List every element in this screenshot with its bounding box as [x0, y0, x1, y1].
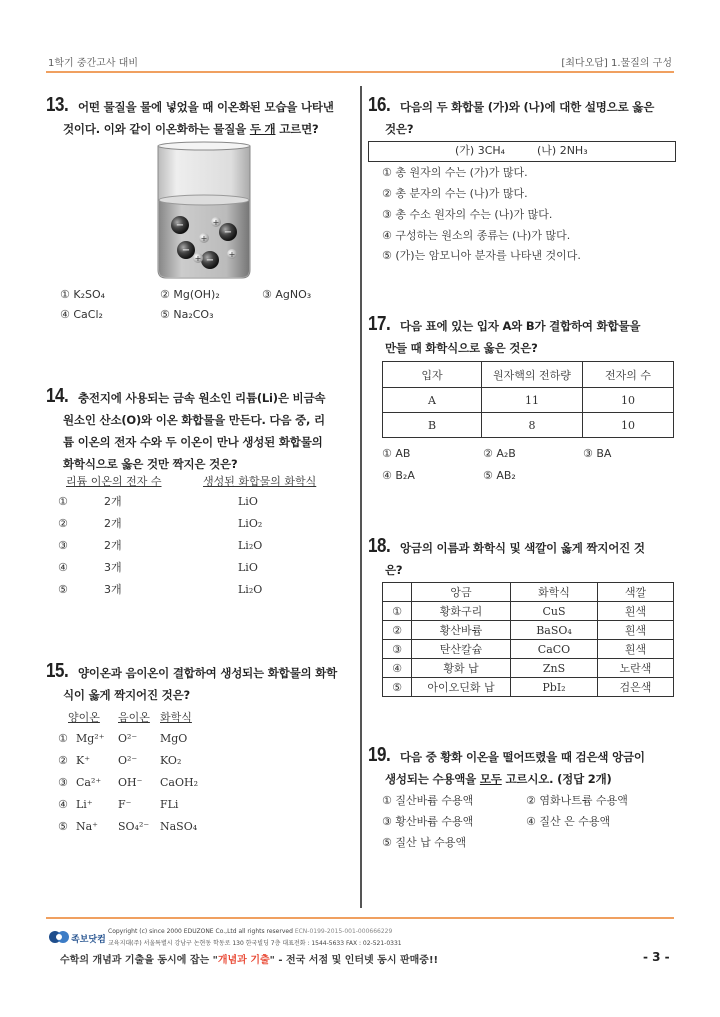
q18-cell: 흰색 [598, 602, 674, 621]
q18-cell: CaCO [511, 640, 598, 659]
q18-cell: ⑤ [383, 678, 412, 697]
q18-cell: ① [383, 602, 412, 621]
q15-option-4[interactable]: ④ Li⁺ F⁻ FLi [58, 798, 179, 811]
footer-slogan: 수학의 개념과 기출을 동시에 잡는 "개념과 기출" - 전국 서점 및 인터넷 동시 판매중!! [60, 955, 439, 966]
q16-line2: 것은? [385, 122, 414, 136]
q16-option-3[interactable]: ③ 총 수소 원자의 수는 (나)가 많다. [382, 208, 553, 221]
q13-number: 13. [46, 94, 69, 116]
q18-cell: 황산바륨 [412, 621, 511, 640]
q15-option-5[interactable]: ⑤ Na⁺ SO₄²⁻ NaSO₄ [58, 820, 198, 833]
q17-cell: B [383, 413, 482, 438]
q15-option-2[interactable]: ② K⁺ O²⁻ KO₂ [58, 754, 182, 767]
q17-option-5[interactable]: ⑤ AB₂ [483, 469, 516, 482]
q19-number: 19. [368, 744, 391, 766]
q17-line1: 다음 표에 있는 입자 A와 B가 결합하여 화합물을 [400, 319, 641, 333]
q18-cell: 황화구리 [412, 602, 511, 621]
q18-cell: PbI₂ [511, 678, 598, 697]
q19-line2: 생성되는 수용액을 모두 고르시오. (정답 2개) [385, 772, 612, 786]
q13-line2: 것이다. 이와 같이 이온화하는 물질을 두 개 고르면? [63, 122, 319, 136]
q19-option-1[interactable]: ① 질산바륨 수용액 [382, 794, 474, 807]
q13-option-3[interactable]: ③ AgNO₃ [262, 288, 312, 301]
footer-copyright: Copyright (c) since 2000 EDUZONE Co.,Ltd all rights reserved ECN-0199-2015-001-000666229 [108, 928, 393, 935]
q18-cell: 흰색 [598, 621, 674, 640]
q18-option-3[interactable] [383, 640, 674, 659]
q16-compound-b: (나) 2NH₃ [537, 144, 588, 157]
q17-cell: 8 [482, 413, 583, 438]
q14-option-3[interactable]: ③ 2개 Li₂O [58, 539, 263, 552]
q13-line1: 어떤 물질을 물에 넣었을 때 이온화된 모습을 나타낸 [78, 100, 334, 114]
q19-option-5[interactable]: ⑤ 질산 납 수용액 [382, 836, 467, 849]
q17-option-1[interactable]: ① AB [382, 447, 411, 460]
q18-cell: 노란색 [598, 659, 674, 678]
q18-cell: BaSO₄ [511, 621, 598, 640]
svg-text:+: + [194, 254, 202, 263]
svg-text:−: − [181, 245, 191, 256]
q17-header-electrons: 전자의 수 [583, 362, 674, 388]
q14-option-2[interactable]: ② 2개 LiO₂ [58, 517, 263, 530]
q18-cell: ④ [383, 659, 412, 678]
q14-col-header-electrons: 리튬 이온의 전자 수 [66, 475, 162, 488]
q17-cell: 11 [482, 388, 583, 413]
svg-text:+: + [200, 234, 208, 243]
q18-number: 18. [368, 535, 391, 557]
q15-col-header-cation: 양이온 [68, 711, 100, 724]
publisher-logo-icon [48, 927, 70, 947]
q14-line1: 충전지에 사용되는 금속 원소인 리튬(Li)은 비금속 [78, 391, 326, 405]
header-right: [최다오답] 1.물질의 구성 [561, 58, 672, 69]
footer-rule [46, 917, 674, 919]
q15-option-1[interactable]: ① Mg²⁺ O²⁻ MgO [58, 732, 188, 745]
q17-cell: A [383, 388, 482, 413]
q17-header-charge: 원자핵의 전하량 [482, 362, 583, 388]
q18-header-formula: 화학식 [511, 583, 598, 602]
q13-option-1[interactable]: ① K₂SO₄ [60, 288, 106, 301]
q15-number: 15. [46, 660, 69, 682]
q19-option-3[interactable]: ③ 황산바륨 수용액 [382, 815, 474, 828]
q16-option-5[interactable]: ⑤ (가)는 암모니아 분자를 나타낸 것이다. [382, 249, 581, 262]
q19-line1: 다음 중 황화 이온을 떨어뜨렸을 때 검은색 앙금이 [400, 750, 645, 764]
q15-option-3[interactable]: ③ Ca²⁺ OH⁻ CaOH₂ [58, 776, 198, 789]
q15-line2: 식이 옳게 짝지어진 것은? [63, 688, 190, 702]
q18-cell: CuS [511, 602, 598, 621]
header-left: 1학기 중간고사 대비 [48, 58, 138, 69]
q18-cell: 검은색 [598, 678, 674, 697]
q13-option-5[interactable]: ⑤ Na₂CO₃ [160, 308, 214, 321]
q16-option-4[interactable]: ④ 구성하는 원소의 종류는 (나)가 많다. [382, 229, 571, 242]
q18-cell: ② [383, 621, 412, 640]
q18-table [382, 582, 674, 697]
svg-text:−: − [223, 227, 233, 238]
q16-line1: 다음의 두 화합물 (가)와 (나)에 대한 설명으로 옳은 [400, 100, 655, 114]
q14-line2: 원소인 산소(O)와 이온 화합물을 만든다. 다음 중, 리 [63, 413, 325, 427]
q18-header-num [383, 583, 412, 602]
q16-compound-a: (가) 3CH₄ [455, 144, 506, 157]
q18-cell: 탄산칼슘 [412, 640, 511, 659]
q18-line2: 은? [385, 563, 403, 577]
q18-option-5[interactable] [383, 678, 674, 697]
q18-cell: 아이오딘화 납 [412, 678, 511, 697]
q16-compound-box [368, 141, 676, 162]
q14-option-5[interactable]: ⑤ 3개 Li₂O [58, 583, 263, 596]
q17-number: 17. [368, 313, 391, 335]
q16-number: 16. [368, 94, 391, 116]
q19-option-2[interactable]: ② 염화나트륨 수용액 [526, 794, 628, 807]
q18-cell: ③ [383, 640, 412, 659]
q18-cell: ZnS [511, 659, 598, 678]
q16-option-1[interactable]: ① 총 원자의 수는 (가)가 많다. [382, 166, 528, 179]
footer-address: 교육지대(주) 서울특별시 강남구 논현동 학동로 130 한국빌딩 7층 대표전화 : 1544-5633 FAX : 02-521-0331 [108, 940, 402, 947]
q15-col-header-formula: 화학식 [160, 711, 192, 724]
q14-option-1[interactable]: ① 2개 LiO [58, 495, 258, 508]
q17-cell: 10 [583, 388, 674, 413]
q14-col-header-formula: 생성된 화합물의 화학식 [203, 475, 317, 488]
beaker-ions-image [150, 140, 260, 282]
q18-line1: 앙금의 이름과 화학식 및 색깔이 옳게 짝지어진 것 [400, 541, 645, 555]
q15-col-header-anion: 음이온 [118, 711, 150, 724]
q18-header-precipitate: 앙금 [412, 583, 511, 602]
q14-line3: 튬 이온의 전자 수와 두 이온이 만나 생성된 화합물의 [63, 435, 323, 449]
q18-header-color: 색깔 [598, 583, 674, 602]
q17-table [382, 361, 674, 438]
q18-cell: 흰색 [598, 640, 674, 659]
q16-option-2[interactable]: ② 총 분자의 수는 (나)가 많다. [382, 187, 528, 200]
q19-option-4[interactable]: ④ 질산 은 수용액 [526, 815, 611, 828]
q17-cell: 10 [583, 413, 674, 438]
q18-option-2[interactable] [383, 621, 674, 640]
q17-option-2[interactable]: ② A₂B [483, 447, 516, 460]
q14-number: 14. [46, 385, 69, 407]
q17-option-3[interactable]: ③ BA [583, 447, 612, 460]
q13-option-2[interactable]: ② Mg(OH)₂ [160, 288, 220, 301]
q18-cell: 황화 납 [412, 659, 511, 678]
q18-option-1[interactable] [383, 602, 674, 621]
svg-text:−: − [205, 255, 215, 266]
q17-option-4[interactable]: ④ B₂A [382, 469, 415, 482]
header-rule [46, 71, 674, 73]
q14-option-4[interactable]: ④ 3개 LiO [58, 561, 258, 574]
page-number: - 3 - [643, 950, 670, 964]
q15-line1: 양이온과 음이온이 결합하여 생성되는 화합물의 화학 [78, 666, 338, 680]
q14-line4: 화학식으로 옳은 것만 짝지은 것은? [63, 457, 238, 471]
column-divider [360, 86, 362, 908]
publisher-logo-text: 족보닷컴 [71, 935, 106, 945]
q18-option-4[interactable] [383, 659, 674, 678]
svg-text:+: + [228, 250, 236, 259]
svg-text:−: − [175, 220, 185, 231]
svg-text:+: + [212, 218, 220, 227]
q13-option-4[interactable]: ④ CaCl₂ [60, 308, 103, 321]
q17-header-particle: 입자 [383, 362, 482, 388]
q17-line2: 만들 때 화학식으로 옳은 것은? [385, 341, 538, 355]
